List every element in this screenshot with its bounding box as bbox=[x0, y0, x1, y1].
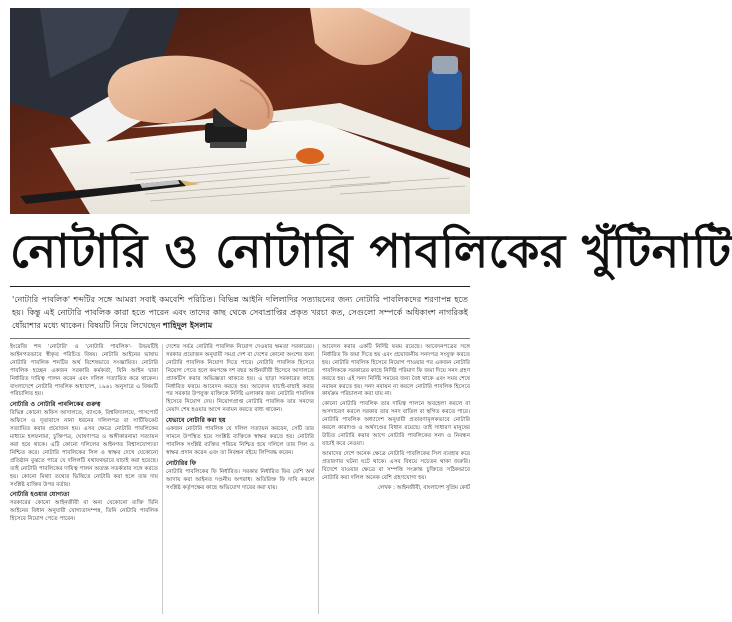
headline: নোটারি ও নোটারি পাবলিকের খুঁটিনাটি bbox=[10, 224, 732, 278]
paragraph: একজন নোটারি পাবলিক যে দলিল সত্যায়ন করবেন, সেটি তার সামনে উপস্থিত হয়ে সংশ্লিষ্ট ব্যক্তিকে স্বাক্ষর করতে হয়। নোটারি পাবলিক সংশ্লিষ্ট ব্যক্তির পরিচয় নিশ্চিত হয়ে দলিলে তার সিল ও স্বাক্ষর প্রদান করেন এবং তা নিবন্ধন বইয়ে লিপিবদ্ধ করেন। bbox=[166, 426, 314, 456]
subheading: নোটারির ফি bbox=[166, 459, 197, 467]
paragraph: দেশের সর্বত্র নোটারি পাবলিক নিয়োগ দেওয়ার ক্ষমতা সরকারের। সরকার প্রয়োজন অনুযায়ী সমগ্র দেশ বা দেশের কোনো অংশের জন্য নোটারি পাবলিক নিয়োগ দিতে পারে। নোটারি পাবলিক হিসেবে নিয়োগ পেতে হলে কমপক্ষে দশ বছর আইনজীবী হিসেবে আদালতে প্র্যাকটিস করার অভিজ্ঞতা থাকতে হয়। এ ছাড়া সরকারের কাছে নির্ধারিত ফরমে আবেদন করতে হয়। আবেদন যাচাই-বাছাই করার পর সরকার উপযুক্ত ব্যক্তিকে নির্দিষ্ট এলাকার জন্য নোটারি পাবলিক হিসেবে নিয়োগ দেয়। নিয়োগপ্রাপ্ত নোটারি পাবলিক তার সনদের মেয়াদ শেষ হওয়ার আগে নবায়ন করতে বাধ্য থাকেন। bbox=[166, 344, 314, 414]
author-name: শাহিদুল ইসলাম bbox=[163, 319, 213, 330]
article-photo bbox=[10, 8, 470, 214]
paragraph: ইংরেজি শব্দ 'নোটারি' ও 'নোটারি পাবলিক'- উভয়টিই আইনগতভাবে স্বীকৃত পরিচিত বিষয়। নোটারি আইনের ভাষায় নোটারি পাবলিক শব্দটির অর্থ বিশেষভাবে সংজ্ঞায়িত। নোটারি পাবলিক হচ্ছেন একজন সরকারি কর্মকর্তা, যিনি আইন দ্বারা নির্ধারিত দায়িত্ব পালন করেন এবং দলিল সত্যায়িত করে থাকেন। বাংলাদেশে নোটারি পাবলিক অধ্যাদেশ, ১৯৬১ অনুসারে এ বিষয়টি পরিচালিত হয়। bbox=[10, 344, 158, 398]
paragraph: আমাদের দেশে অনেক ক্ষেত্রে নোটারি পাবলিকের সিল ব্যবহার করে প্রতারণার ঘটনা ঘটে থাকে। এসব বিষয়ে সচেতন থাকা জরুরি। বিদেশে যাওয়ার ক্ষেত্রে বা সম্পত্তি সংক্রান্ত চুক্তিতে সঠিকভাবে নোটারি করা দলিল অনেক বেশি গ্রহণযোগ্য হয়। bbox=[322, 450, 470, 481]
body-column-2 bbox=[166, 344, 314, 614]
headline-divider bbox=[10, 286, 470, 287]
column-divider bbox=[318, 344, 319, 614]
paragraph: আবেদন করার একটি নির্দিষ্ট ফরম রয়েছে। আবেদনপত্রের সঙ্গে নির্ধারিত ফি জমা দিতে হয় এবং প্রয়োজনীয় সনদপত্র সংযুক্ত করতে হয়। নোটারি পাবলিক হিসেবে নিয়োগ পাওয়ার পর একজন নোটারি পাবলিককে সরকারের কাছে নির্দিষ্ট পরিমাণ ফি জমা দিয়ে সনদ গ্রহণ করতে হয়। এই সনদ নির্দিষ্ট সময়ের জন্য বৈধ থাকে এবং সময় শেষে নবায়ন করতে হয়। সনদ নবায়ন না করলে নোটারি পাবলিক হিসেবে কার্যক্রম পরিচালনা করা যায় না। bbox=[322, 344, 470, 398]
paragraph: কোনো নোটারি পাবলিক তার দায়িত্ব পালনে অবহেলা করলে বা অসদাচরণ করলে সরকার তার সনদ বাতিল বা স্থগিত করতে পারে। নোটারি পাবলিক অধ্যাদেশ অনুযায়ী প্রতারণামূলকভাবে নোটারি করলে কারাদণ্ড ও অর্থদণ্ডের বিধান রয়েছে। তাই সাধারণ মানুষের উচিত নোটারি করার আগে নোটারি পাবলিকের সনদ ও নিবন্ধন যাচাই করে নেওয়া। bbox=[322, 401, 470, 447]
paragraph: নোটারি পাবলিকের ফি নির্ধারিত। সরকার নির্ধারিত ফির বেশি অর্থ আদায় করা আইনত দণ্ডনীয় অপরাধ। অতিরিক্ত ফি দাবি করলে সংশ্লিষ্ট কর্তৃপক্ষের কাছে অভিযোগ দায়ের করা যায়। bbox=[166, 468, 314, 491]
body-column-1 bbox=[10, 344, 158, 614]
intro-divider bbox=[10, 338, 470, 339]
paragraph: বিভিন্ন কোনো অফিস আদালতে, ব্যাংকে, বিশ্ববিদ্যালয়ে, পাসপোর্ট অফিসে ও দূতাবাসে নানা ধরনের দলিলপত্র বা সার্টিফিকেট সত্যায়িত করার প্রয়োজন হয়। এসব ক্ষেত্রে নোটারি পাবলিকের মাধ্যমে হলফনামা, চুক্তিপত্র, ঘোষণাপত্র ও অঙ্গীকারনামা সত্যায়ন করা হয়ে থাকে। এটি কোনো দলিলের আইনগত বিশ্বাসযোগ্যতা নিশ্চিত করে। নোটারি পাবলিকের সিল ও স্বাক্ষর দেখে যেকোনো প্রতিষ্ঠান বুঝতে পারে যে দলিলটি যথাযথভাবে যাচাই করা হয়েছে। তাই নোটারি পাবলিকের দায়িত্ব পালন অত্যন্ত সতর্কতার সঙ্গে করতে হয়। কোনো মিথ্যা তথ্যের ভিত্তিতে নোটারি করা হলে তার দায় সংশ্লিষ্ট ব্যক্তির উপর বর্তায়। bbox=[10, 410, 158, 488]
body-column-3 bbox=[322, 344, 470, 614]
subheading: নোটারি ও নোটারি পাবলিকের গুরুত্ব bbox=[10, 401, 101, 409]
paragraph: সরকারের কোনো আইনজীবী বা অন্য যেকোনো ব্যক্তি যিনি আইনের বিধান অনুযায়ী যোগ্যতাসম্পন্ন, তিনি নোটারি পাবলিক হিসেবে নিয়োগ পেতে পারেন। bbox=[10, 500, 158, 523]
author-credit: লেখক : আইনজীবী, বাংলাদেশ সুপ্রিম কোর্ট bbox=[377, 485, 470, 492]
subheading: যেভাবে নোটারি করা হয় bbox=[166, 417, 226, 425]
column-divider bbox=[162, 344, 163, 614]
intro-text: 'নোটারি পাবলিক' শব্দটির সঙ্গে আমরা সবাই কমবেশি পরিচিত। বিভিন্ন আইনি দলিলাদির সত্যায়নের জন্য নোটারি পাবলিকদের শরণাপন্ন হতে হয়। কিন্তু এই নোটারি পাবলিক কারা হতে পারেন এবং তাদের কাছ থেকে সেবাপ্রাপ্তির প্রকৃত খরচা কত, সেগুলো সম্পর্কে অধিকাংশ নাগরিকই ধোঁয়াশার মধ্যে থাকেন। বিষয়টি নিয়ে লিখেছেন bbox=[12, 294, 468, 330]
ink-stamp-impression bbox=[296, 148, 324, 164]
intro-paragraph bbox=[12, 293, 468, 333]
subheading: নোটারি হওয়ার যোগ্যতা bbox=[10, 491, 70, 499]
